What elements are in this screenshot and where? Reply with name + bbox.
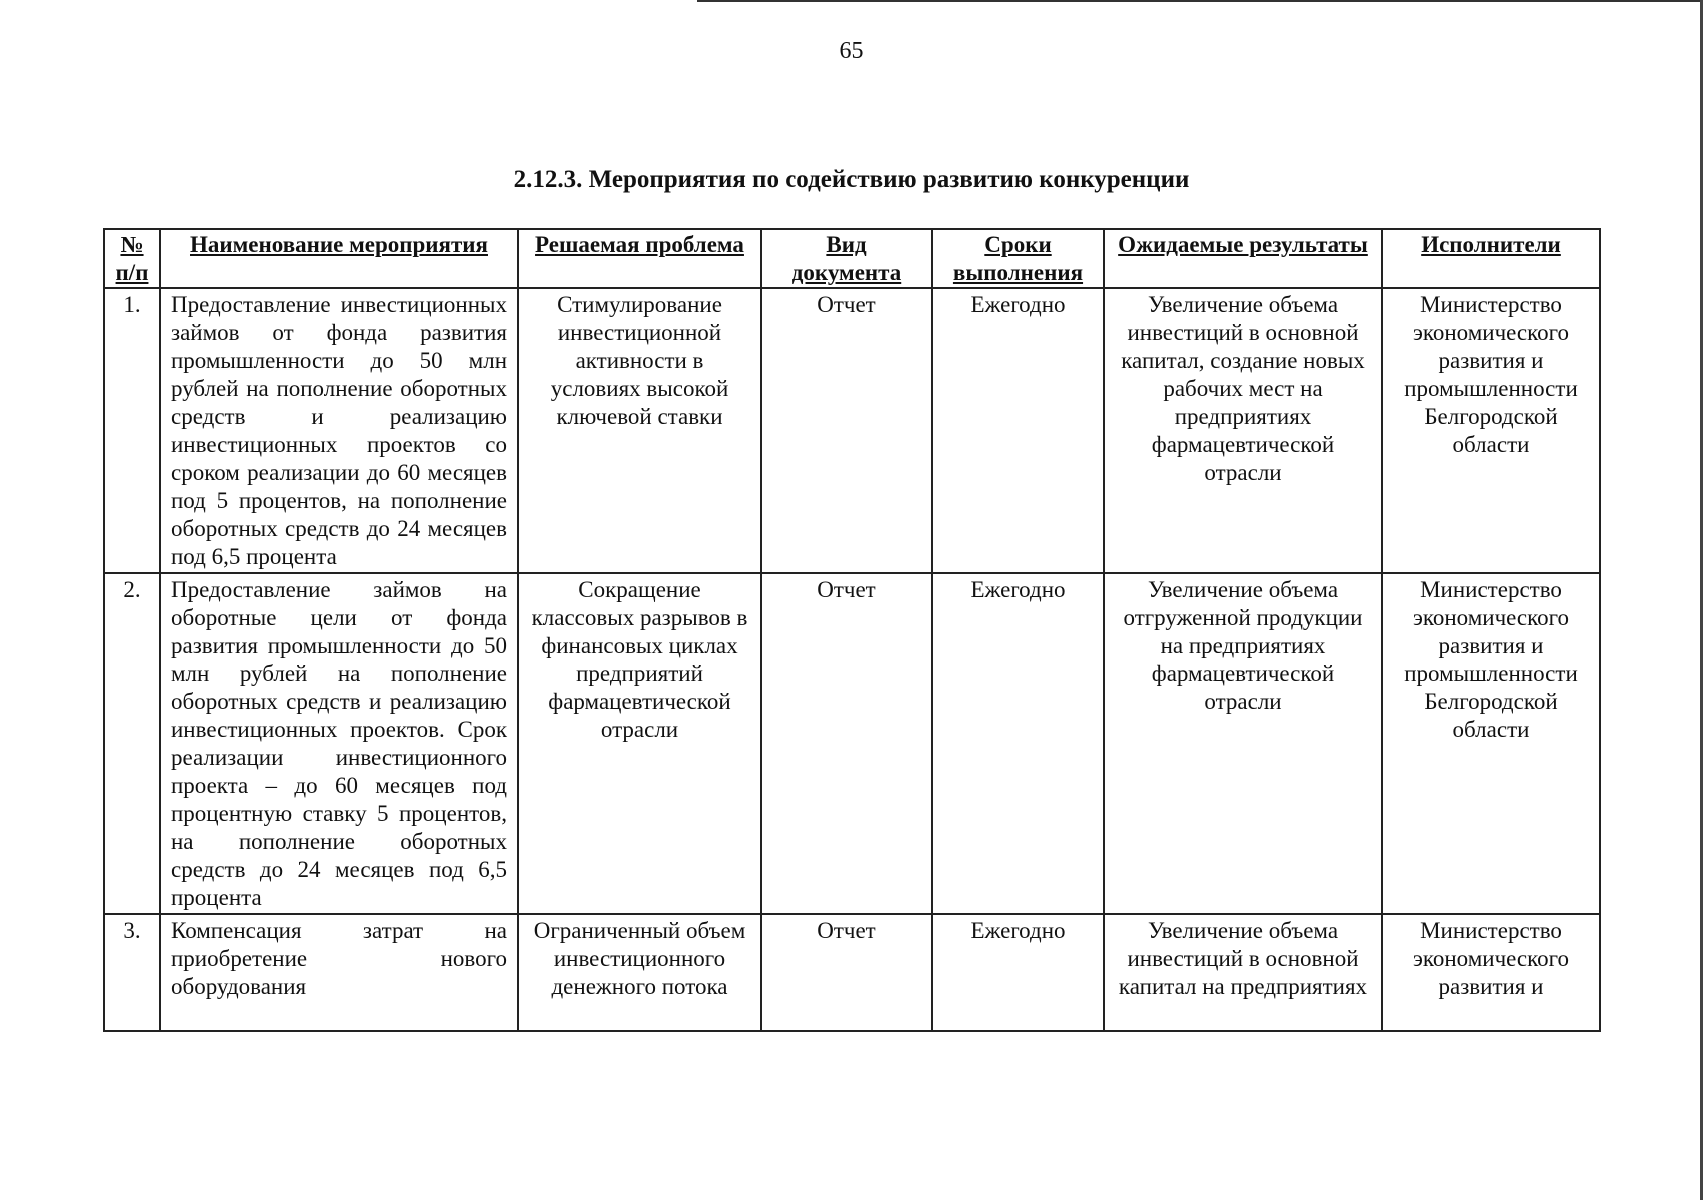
measure-executor: Министерство экономического развития и bbox=[1382, 914, 1600, 1031]
measure-document: Отчет bbox=[761, 288, 932, 573]
header-problem: Решаемая проблема bbox=[518, 229, 761, 288]
measure-name: Компенсация затрат на приобретение нового оборудования bbox=[160, 914, 518, 1031]
measure-problem: Сокращение классовых разрывов в финансовых циклах предприятий фармацевтической отрасли bbox=[518, 573, 761, 914]
measure-result: Увеличение объема инвестиций в основной капитал, создание новых рабочих мест на предприятиях фармацевтической отрасли bbox=[1104, 288, 1382, 573]
page-number: 65 bbox=[839, 38, 864, 64]
measure-executor: Министерство экономического развития и промышленности Белгородской области bbox=[1382, 573, 1600, 914]
table-row bbox=[104, 573, 1600, 914]
header-name: Наименование мероприятия bbox=[160, 229, 518, 288]
measure-term: Ежегодно bbox=[932, 573, 1104, 914]
header-number: № п/п bbox=[104, 229, 160, 288]
header-term: Сроки выполнения bbox=[932, 229, 1104, 288]
measure-result: Увеличение объема отгруженной продукции на предприятиях фармацевтической отрасли bbox=[1104, 573, 1382, 914]
measure-term: Ежегодно bbox=[932, 914, 1104, 1031]
measure-problem: Стимулирование инвестиционной активности в условиях высокой ключевой ставки bbox=[518, 288, 761, 573]
row-number: 2. bbox=[104, 573, 160, 914]
table-row bbox=[104, 288, 1600, 573]
measure-document: Отчет bbox=[761, 914, 932, 1031]
measure-name: Предоставление займов на оборотные цели от фонда развития промышленности до 50 млн рублей на пополнение оборотных средств и реализацию инвестиционных проектов. Срок реализации инвестиционного проекта – до 60 месяцев под процентную ставку 5 процентов, на пополнение оборотных средств до 24 месяцев под 6,5 процента bbox=[160, 573, 518, 914]
measure-term: Ежегодно bbox=[932, 288, 1104, 573]
measure-problem: Ограниченный объем инвестиционного денежного потока bbox=[518, 914, 761, 1031]
table-header-row bbox=[104, 229, 1600, 288]
measure-result: Увеличение объема инвестиций в основной капитал на предприятиях bbox=[1104, 914, 1382, 1031]
row-number: 3. bbox=[104, 914, 160, 1031]
measures-table bbox=[103, 228, 1601, 1032]
table-row bbox=[104, 914, 1600, 1031]
header-document: Вид документа bbox=[761, 229, 932, 288]
header-results: Ожидаемые результаты bbox=[1104, 229, 1382, 288]
scan-edge-top bbox=[697, 0, 1703, 2]
row-number: 1. bbox=[104, 288, 160, 573]
header-executors: Исполнители bbox=[1382, 229, 1600, 288]
measure-executor: Министерство экономического развития и промышленности Белгородской области bbox=[1382, 288, 1600, 573]
measure-document: Отчет bbox=[761, 573, 932, 914]
measure-name: Предоставление инвестиционных займов от фонда развития промышленности до 50 млн рублей на пополнение оборотных средств и реализацию инвестиционных проектов со сроком реализации до 60 месяцев под 5 процентов, на пополнение оборотных средств до 24 месяцев под 6,5 процента bbox=[160, 288, 518, 573]
section-title: 2.12.3. Мероприятия по содействию развитию конкуренции bbox=[513, 166, 1190, 193]
